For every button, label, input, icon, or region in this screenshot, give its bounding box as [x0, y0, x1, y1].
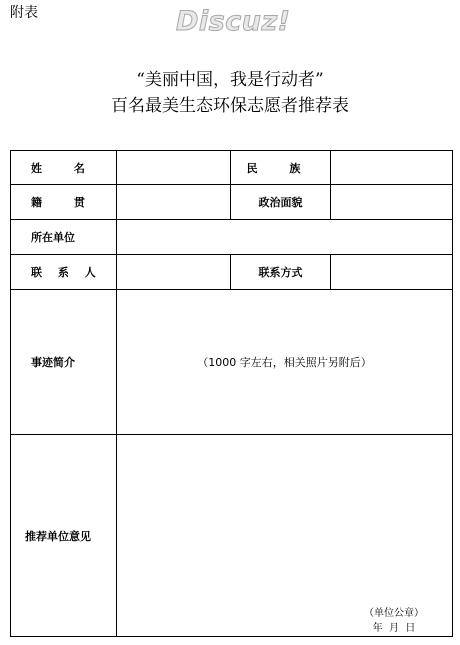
- contact-method-label: 联系方式: [231, 255, 331, 290]
- deeds-label: 事迹简介: [11, 290, 117, 435]
- name-label: 姓 名: [11, 151, 117, 185]
- title-line1: “美丽中国，我是行动者”: [136, 70, 324, 90]
- work-unit-label: 所在单位: [11, 220, 117, 255]
- contact-person-label: 联 系 人: [11, 255, 117, 290]
- watermark-logo: Discuz!: [176, 6, 291, 37]
- native-place-label: 籍 贯: [11, 185, 117, 220]
- ethnicity-field[interactable]: [331, 151, 453, 185]
- form-row-opinion: [11, 435, 453, 637]
- form-row-name: [11, 151, 453, 185]
- native-place-field[interactable]: [117, 185, 231, 220]
- name-field[interactable]: [117, 151, 231, 185]
- date-line: 年 月 日: [372, 623, 416, 634]
- seal-note: （单位公章）: [364, 608, 424, 619]
- opinion-field[interactable]: [117, 435, 453, 637]
- form-row-deeds: [11, 290, 453, 435]
- opinion-label: 推荐单位意见: [11, 435, 117, 637]
- ethnicity-label: 民 族: [231, 151, 331, 185]
- title-line2: 百名最美生态环保志愿者推荐表: [111, 96, 349, 116]
- form-row-native-place: [11, 185, 453, 220]
- deeds-note: （1000 字左右，相关照片另附后）: [197, 356, 372, 369]
- contact-person-field[interactable]: [117, 255, 231, 290]
- recommendation-form: [10, 150, 453, 637]
- attachment-label: 附表: [10, 5, 38, 21]
- work-unit-field[interactable]: [117, 220, 453, 255]
- political-status-field[interactable]: [331, 185, 453, 220]
- form-row-work-unit: [11, 220, 453, 255]
- contact-method-field[interactable]: [331, 255, 453, 290]
- political-status-label: 政治面貌: [231, 185, 331, 220]
- deeds-field[interactable]: [117, 290, 453, 435]
- seal-block: [364, 606, 424, 636]
- form-row-contact: [11, 255, 453, 290]
